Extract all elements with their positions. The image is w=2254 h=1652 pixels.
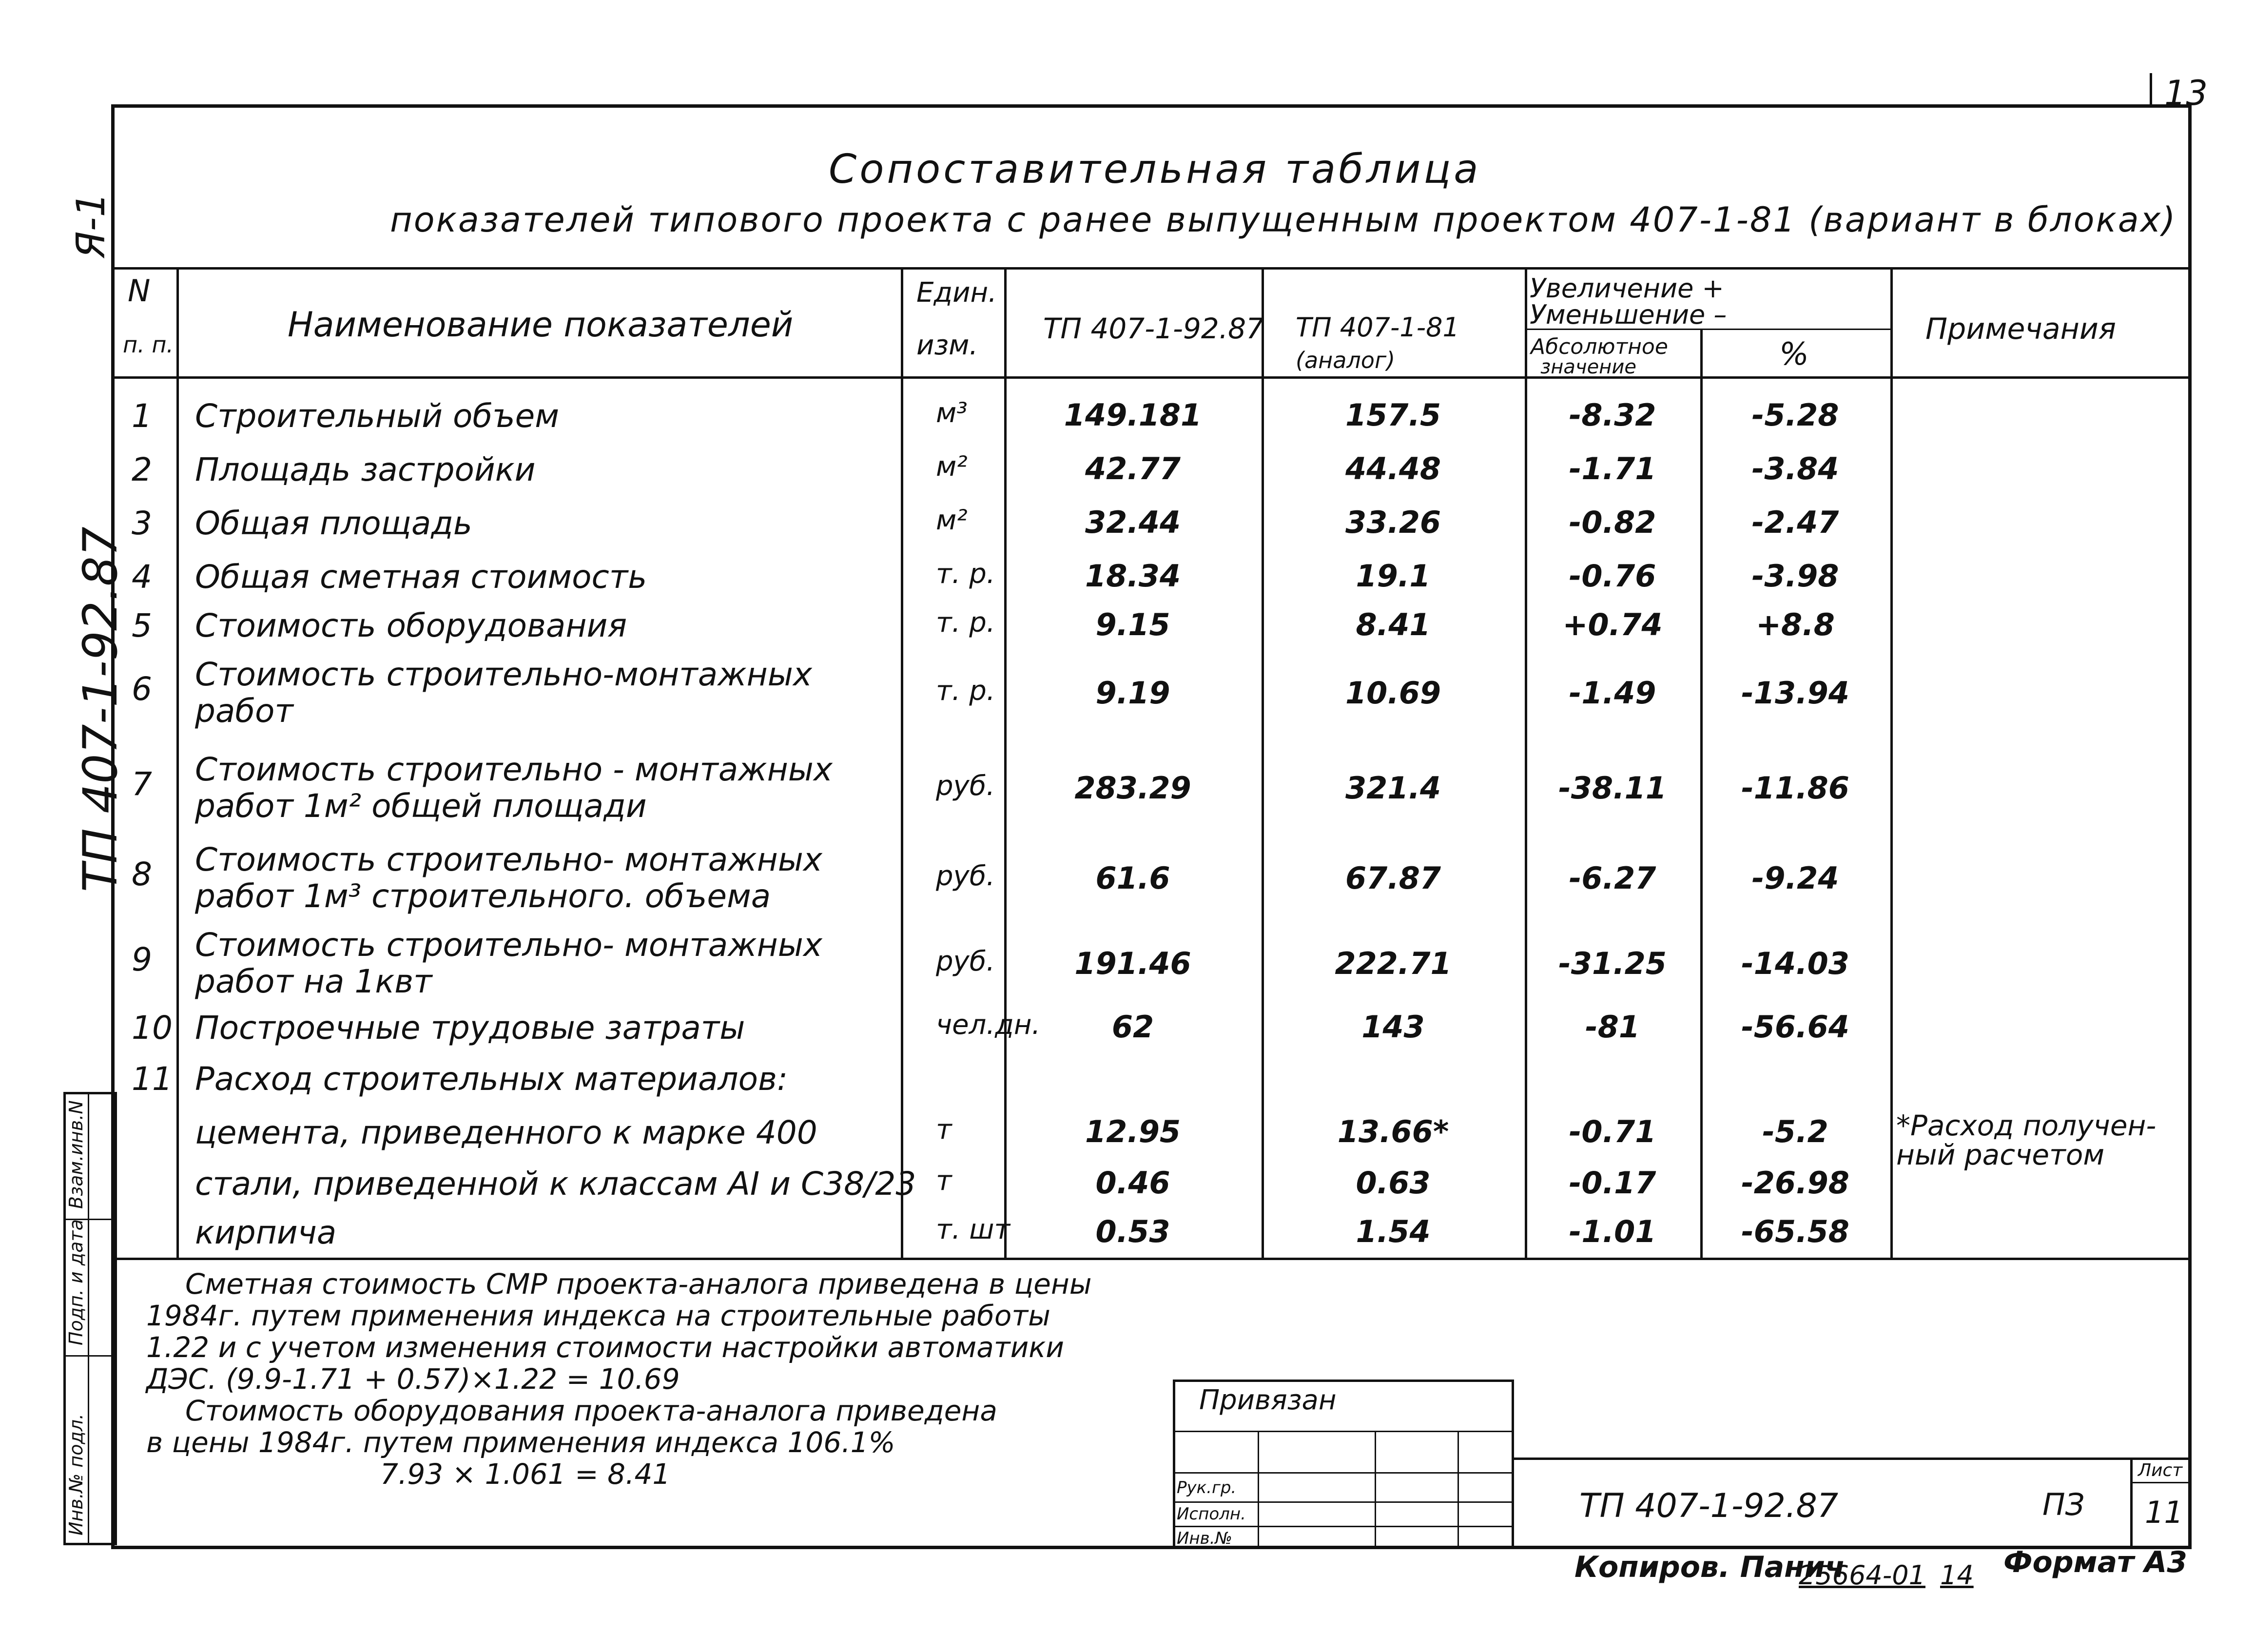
col-divider-num bbox=[176, 267, 179, 1258]
header-num-n: N bbox=[128, 273, 151, 309]
col-divider-new bbox=[1262, 267, 1264, 1258]
header-unit-2: изм. bbox=[916, 330, 978, 361]
row-unit: м² bbox=[936, 505, 968, 536]
col-divider-name bbox=[901, 267, 903, 1258]
row-value-pct: -65.58 bbox=[1741, 1214, 1849, 1249]
row-value-abs: -81 bbox=[1585, 1009, 1640, 1045]
header-tp-new: ТП 407-1-92.87 bbox=[1043, 312, 1264, 345]
row-value-abs: -38.11 bbox=[1558, 770, 1667, 806]
row-value-old: 157.5 bbox=[1345, 397, 1441, 433]
row-name: Стоимость строительно - монтажных bbox=[195, 751, 833, 788]
row-number: 5 bbox=[132, 607, 152, 644]
row-unit: т. шт bbox=[936, 1214, 1010, 1245]
row-value-new: 191.46 bbox=[1074, 946, 1191, 981]
row-unit: руб. bbox=[936, 946, 995, 977]
copy-number: 14 bbox=[1940, 1560, 1974, 1591]
row-value-pct: -5.2 bbox=[1762, 1114, 1828, 1149]
row-value-pct: -2.47 bbox=[1751, 505, 1839, 540]
row-name: Стоимость строительно-монтажных bbox=[195, 656, 812, 693]
row-unit: т bbox=[936, 1165, 952, 1197]
row-name: Стоимость оборудования bbox=[195, 607, 627, 644]
row-unit: руб. bbox=[936, 770, 995, 802]
sheet-number: 11 bbox=[2145, 1495, 2183, 1530]
row-unit: м² bbox=[936, 451, 968, 483]
row-value-new: 9.19 bbox=[1095, 675, 1170, 711]
header-unit-1: Един. bbox=[916, 277, 997, 309]
row-value-abs: -1.49 bbox=[1569, 675, 1656, 711]
row-value-new: 0.46 bbox=[1095, 1165, 1170, 1201]
row-value-old: 19.1 bbox=[1356, 558, 1431, 594]
header-notes: Примечания bbox=[1925, 312, 2116, 346]
row-number: 6 bbox=[132, 670, 152, 708]
privyazan-divider bbox=[1173, 1526, 1514, 1527]
row-value-abs: -31.25 bbox=[1558, 946, 1667, 981]
footnote-line: ДЭС. (9.9-1.71 + 0.57)×1.22 = 10.69 bbox=[146, 1362, 680, 1396]
row-value-pct: -14.03 bbox=[1741, 946, 1849, 981]
row-name: Расход строительных материалов: bbox=[195, 1060, 788, 1098]
row-value-pct: -3.84 bbox=[1751, 451, 1839, 486]
row-value-old: 143 bbox=[1361, 1009, 1425, 1045]
row-unit: т bbox=[936, 1114, 952, 1146]
privyazan-label: Привязан bbox=[1199, 1384, 1337, 1416]
row-name: Стоимость строительно- монтажных bbox=[195, 926, 822, 964]
row-value-abs: +0.74 bbox=[1562, 607, 1663, 642]
row-name: Общая площадь bbox=[195, 505, 472, 542]
col-divider-pct bbox=[1890, 267, 1893, 1258]
row-unit: т. р. bbox=[936, 675, 995, 707]
table-header-bottom-line bbox=[111, 376, 2192, 379]
row-value-pct: -5.28 bbox=[1751, 397, 1839, 433]
row-value-pct: -9.24 bbox=[1751, 860, 1839, 896]
row-value-abs: -6.27 bbox=[1569, 860, 1656, 896]
sheet-label: Лист bbox=[2138, 1460, 2183, 1480]
footnote-line: Стоимость оборудования проекта-аналога приведена bbox=[185, 1394, 997, 1427]
row-value-pct: -26.98 bbox=[1741, 1165, 1849, 1201]
table-bottom-line bbox=[111, 1258, 2192, 1260]
row-number: 9 bbox=[132, 941, 152, 978]
row-value-abs: -0.76 bbox=[1569, 558, 1656, 594]
row-note-cont: ный расчетом bbox=[1896, 1138, 2105, 1171]
row-value-abs: -1.01 bbox=[1569, 1214, 1656, 1249]
footnote-line: Сметная стоимость СМР проекта-аналога приведена в цены bbox=[185, 1267, 1092, 1301]
row-number: 8 bbox=[132, 855, 152, 893]
copied-by: Копиров. Панич bbox=[1574, 1550, 1845, 1584]
footnote-line: 1984г. путем применения индекса на строительные работы bbox=[146, 1299, 1050, 1332]
row-name-cont: работ 1м² общей площади bbox=[195, 787, 647, 825]
row-value-new: 9.15 bbox=[1095, 607, 1170, 642]
row-value-pct: -11.86 bbox=[1741, 770, 1849, 806]
privyazan-col bbox=[1457, 1431, 1459, 1549]
row-unit: руб. bbox=[936, 860, 995, 892]
row-value-abs: -0.82 bbox=[1569, 505, 1656, 540]
row-unit: м³ bbox=[936, 397, 968, 429]
table-title: Сопоставительная таблица bbox=[829, 146, 1481, 193]
stamp-ispoln: Исполн. bbox=[1177, 1504, 1246, 1524]
title-block-sheet-divider bbox=[2130, 1482, 2192, 1483]
side-stamp-inv: Инв.№ подл. bbox=[65, 1413, 87, 1535]
row-name: Стоимость строительно- монтажных bbox=[195, 841, 822, 878]
doc-code: ТП 407-1-92.87 bbox=[1579, 1487, 1839, 1525]
header-change-dec: Уменьшение – bbox=[1530, 299, 1727, 330]
row-value-new: 0.53 bbox=[1095, 1214, 1170, 1249]
row-name: кирпича bbox=[195, 1214, 337, 1251]
side-stamp-podp: Подп. и дата bbox=[65, 1219, 87, 1345]
row-value-new: 42.77 bbox=[1085, 451, 1181, 486]
sheet-corner-number: 13 bbox=[2164, 73, 2208, 113]
row-value-old: 0.63 bbox=[1356, 1165, 1431, 1201]
side-stamp-vzam: Взам.инв.N bbox=[65, 1100, 87, 1209]
side-stamp-divider bbox=[63, 1355, 117, 1357]
row-value-pct: -56.64 bbox=[1741, 1009, 1849, 1045]
row-value-new: 32.44 bbox=[1085, 505, 1181, 540]
row-value-new: 18.34 bbox=[1085, 558, 1181, 594]
row-value-old: 13.66* bbox=[1337, 1114, 1449, 1149]
row-number: 7 bbox=[132, 765, 152, 803]
corner-tick bbox=[2150, 73, 2152, 107]
header-name: Наименование показателей bbox=[288, 305, 794, 345]
row-number: 3 bbox=[132, 505, 152, 542]
row-name: цемента, приведенного к марке 400 bbox=[195, 1114, 817, 1151]
row-name-cont: работ bbox=[195, 692, 293, 730]
row-value-old: 8.41 bbox=[1356, 607, 1431, 642]
title-block-sheet-col bbox=[2130, 1458, 2133, 1549]
row-number: 2 bbox=[132, 451, 152, 488]
stamp-inv-no: Инв.№ bbox=[1177, 1529, 1232, 1548]
header-pct: % bbox=[1779, 336, 1809, 372]
footnote-line: 1.22 и с учетом изменения стоимости настройки автоматики bbox=[146, 1331, 1064, 1364]
row-number: 1 bbox=[132, 397, 152, 435]
row-unit: чел.дн. bbox=[936, 1009, 1041, 1041]
row-value-abs: -0.71 bbox=[1569, 1114, 1656, 1149]
stamp-ruk-gr: Рук.гр. bbox=[1177, 1478, 1237, 1497]
row-value-old: 222.71 bbox=[1335, 946, 1452, 981]
row-name: Строительный объем bbox=[195, 397, 560, 435]
row-value-old: 10.69 bbox=[1345, 675, 1441, 711]
header-abs-2: значение bbox=[1540, 356, 1636, 378]
row-value-new: 61.6 bbox=[1095, 860, 1170, 896]
order-number: 25664-01 bbox=[1799, 1560, 1925, 1591]
row-value-old: 33.26 bbox=[1345, 505, 1441, 540]
row-value-new: 12.95 bbox=[1085, 1114, 1181, 1149]
privyazan-divider bbox=[1173, 1431, 1514, 1432]
row-number: 10 bbox=[132, 1009, 173, 1047]
row-value-pct: -13.94 bbox=[1741, 675, 1849, 711]
row-name: Построечные трудовые затраты bbox=[195, 1009, 745, 1047]
col-divider-unit bbox=[1004, 267, 1007, 1258]
privyazan-divider bbox=[1173, 1472, 1514, 1474]
title-block-top bbox=[1514, 1458, 2192, 1460]
row-value-old: 321.4 bbox=[1345, 770, 1441, 806]
row-name-cont: работ на 1квт bbox=[195, 963, 432, 1000]
table-subtitle: показателей типового проекта с ранее выпущенным проектом 407-1-81 (вариант в блоках) bbox=[390, 200, 2177, 240]
header-change-inc: Увеличение + bbox=[1530, 273, 1724, 304]
row-value-new: 283.29 bbox=[1074, 770, 1191, 806]
row-value-old: 67.87 bbox=[1345, 860, 1441, 896]
row-name: Общая сметная стоимость bbox=[195, 558, 647, 596]
privyazan-col bbox=[1375, 1431, 1376, 1549]
footnote-line: 7.93 × 1.061 = 8.41 bbox=[380, 1458, 671, 1491]
header-tp-old-1: ТП 407-1-81 bbox=[1296, 312, 1459, 343]
row-unit: т. р. bbox=[936, 558, 995, 590]
row-unit: т. р. bbox=[936, 607, 995, 639]
row-number: 11 bbox=[132, 1060, 173, 1098]
row-number: 4 bbox=[132, 558, 152, 596]
doc-section: ПЗ bbox=[2042, 1487, 2085, 1522]
privyazan-col bbox=[1258, 1431, 1259, 1549]
format-label: Формат А3 bbox=[2003, 1545, 2188, 1579]
row-value-old: 1.54 bbox=[1356, 1214, 1431, 1249]
row-value-abs: -1.71 bbox=[1569, 451, 1656, 486]
row-value-abs: -0.17 bbox=[1569, 1165, 1656, 1201]
row-value-old: 44.48 bbox=[1345, 451, 1441, 486]
row-name: стали, приведенной к классам AI и C38/23 bbox=[195, 1165, 916, 1203]
row-name: Площадь застройки bbox=[195, 451, 536, 488]
row-value-abs: -8.32 bbox=[1569, 397, 1656, 433]
header-num-pp: п. п. bbox=[123, 331, 174, 358]
row-value-pct: -3.98 bbox=[1751, 558, 1839, 594]
side-project-code: ТП 407-1-92.87 bbox=[73, 526, 128, 892]
header-abs-1: Абсолютное bbox=[1531, 334, 1668, 359]
col-divider-abs bbox=[1700, 329, 1703, 1258]
row-note: *Расход получен- bbox=[1896, 1109, 2157, 1142]
row-value-pct: +8.8 bbox=[1756, 607, 1835, 642]
footnote-line: в цены 1984г. путем применения индекса 106.1% bbox=[146, 1426, 895, 1459]
col-divider-old bbox=[1525, 267, 1527, 1258]
side-stamp-divider bbox=[88, 1092, 89, 1545]
header-tp-old-2: (аналог) bbox=[1296, 347, 1396, 373]
side-code: Я-1 bbox=[68, 192, 114, 258]
table-top-line bbox=[111, 267, 2192, 270]
privyazan-divider bbox=[1173, 1501, 1514, 1503]
row-value-new: 62 bbox=[1111, 1009, 1154, 1045]
row-value-new: 149.181 bbox=[1064, 397, 1202, 433]
row-name-cont: работ 1м³ строительного. объема bbox=[195, 877, 771, 915]
